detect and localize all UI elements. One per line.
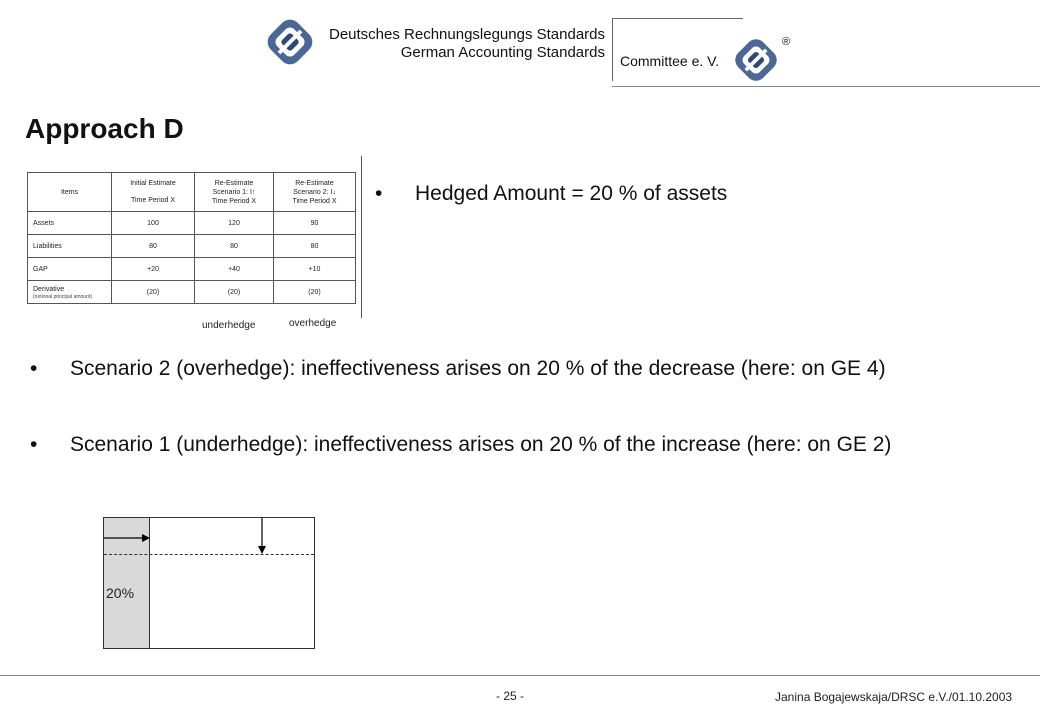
- table-header-row: [28, 173, 356, 212]
- header-items: Items: [28, 173, 112, 212]
- bullet-symbol: •: [30, 433, 38, 456]
- bullet-scenario-2: [30, 355, 1020, 411]
- header-scenario1: [195, 173, 274, 212]
- header-committee-box: [612, 18, 743, 81]
- bullet-text: Scenario 1 (underhedge): ineffectiveness arises on 20 % of the increase (here: on GE 2): [70, 433, 892, 456]
- label-underhedge: underhedge: [202, 320, 256, 331]
- bullet-symbol: •: [30, 357, 38, 380]
- header-initial: [112, 173, 195, 212]
- drsc-logo-left: [262, 14, 318, 70]
- header-s1-line3: Time Period X: [211, 197, 257, 205]
- row-item-sublabel: (notional principal amount): [33, 293, 92, 300]
- row-item: GAP: [28, 258, 112, 281]
- label-overhedge: overhedge: [289, 318, 337, 329]
- scenario-table: [27, 172, 356, 304]
- diagram-arrows: [104, 518, 314, 578]
- row-s1: 80: [195, 235, 274, 258]
- header-s1-line1: Re-Estimate: [214, 179, 254, 187]
- bullet-scenario-1: [30, 431, 1020, 487]
- header-scenario2: [274, 173, 356, 212]
- header-committee: Committee e. V.: [620, 53, 720, 69]
- table-row: [28, 235, 356, 258]
- row-item: Liabilities: [28, 235, 112, 258]
- page-number: - 25 -: [496, 689, 525, 703]
- header-initial-line1: Initial Estimate: [130, 180, 176, 187]
- header-s2-line1: Re-Estimate: [295, 179, 334, 187]
- row-item: [28, 281, 112, 304]
- row-item-label: Derivative: [33, 285, 65, 293]
- row-initial: 100: [112, 212, 195, 235]
- header-line-german: Deutsches Rechnungslegungs Standards: [328, 26, 605, 43]
- footer-rule: [0, 675, 1040, 676]
- header-rule: [612, 86, 1040, 87]
- row-initial: (20): [112, 281, 195, 304]
- bullet-hedged-amount: [375, 180, 1015, 208]
- drsc-logo-right: [730, 34, 782, 86]
- row-item: Assets: [28, 212, 112, 235]
- footer-author: Janina Bogajewskaja/DRSC e.V./01.10.2003: [775, 690, 1013, 704]
- slide-title: Approach D: [25, 113, 184, 144]
- table-row: [28, 212, 356, 235]
- row-s1: (20): [195, 281, 274, 304]
- row-s2: 90: [274, 212, 356, 235]
- bullet-symbol: •: [375, 182, 383, 205]
- bullet-text: Scenario 2 (overhedge): ineffectiveness arises on 20 % of the decrease (here: on GE 4): [70, 357, 886, 380]
- registered-mark: ®: [782, 36, 791, 48]
- header-title-block: [315, 26, 605, 62]
- header-s1-line2: Scenario 1: I↑: [212, 188, 256, 196]
- header-initial-line2: Time Period X: [130, 197, 176, 204]
- header-s2-line3: Time Period X: [292, 197, 337, 205]
- row-s2: 80: [274, 235, 356, 258]
- table-row: [28, 258, 356, 281]
- row-s1: +40: [195, 258, 274, 281]
- bullet-text: Hedged Amount = 20 % of assets: [415, 182, 728, 205]
- row-s2: (20): [274, 281, 356, 304]
- right-arrow-head: [142, 534, 150, 542]
- row-initial: +20: [112, 258, 195, 281]
- header-s2-line2: Scenario 2: I↓: [293, 188, 336, 196]
- hedge-diagram: [103, 517, 315, 649]
- row-initial: 80: [112, 235, 195, 258]
- row-s2: +10: [274, 258, 356, 281]
- header-line-english: German Accounting Standards: [400, 44, 605, 61]
- down-arrow-head: [258, 546, 266, 554]
- percent-label: 20%: [106, 585, 135, 601]
- table-row: [28, 281, 356, 304]
- row-s1: 120: [195, 212, 274, 235]
- table-side-rule: [361, 156, 362, 318]
